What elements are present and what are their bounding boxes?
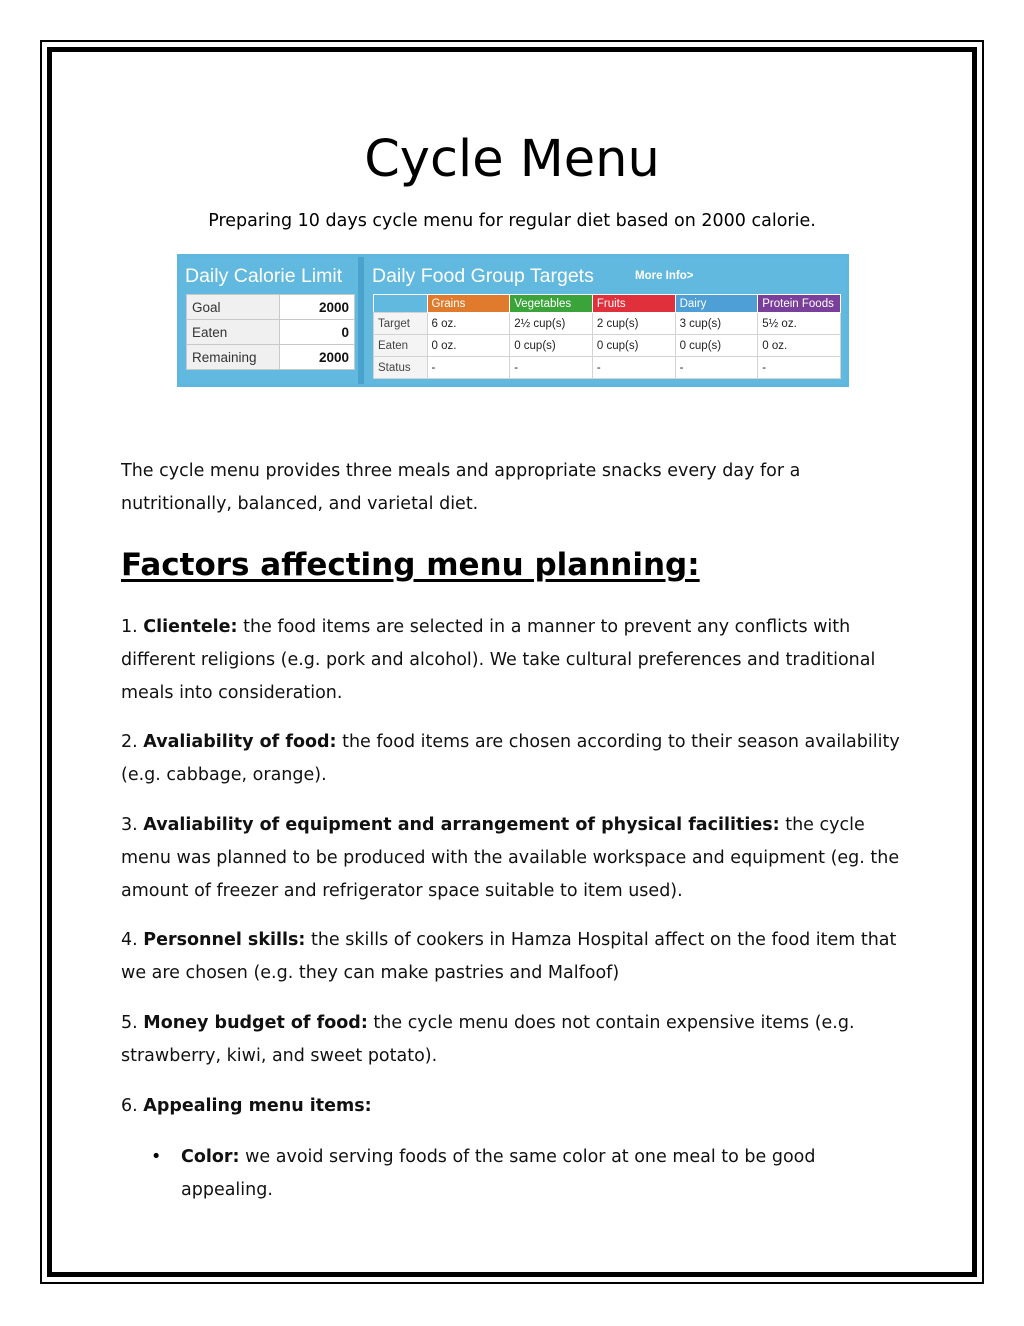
- calorie-panel-title: Daily Calorie Limit: [185, 265, 343, 287]
- calorie-row-label: Eaten: [187, 320, 280, 345]
- table-cell: -: [758, 357, 841, 379]
- food-group-header-row: [374, 295, 841, 313]
- bullet-term: Color:: [181, 1147, 240, 1167]
- group-header-grains: Grains: [427, 295, 510, 313]
- factor-item: [121, 1090, 911, 1123]
- group-header-dairy: Dairy: [675, 295, 758, 313]
- row-label: Status: [374, 357, 428, 379]
- more-info-link[interactable]: More Info>: [635, 270, 694, 282]
- table-cell: -: [675, 357, 758, 379]
- panel-divider: [358, 257, 364, 384]
- factor-number: 5.: [121, 1013, 138, 1033]
- factor-text: the skills of cookers in Hamza Hospital affect on the food item that we are chosen (e.g. they can make pastries and Malfoof): [121, 930, 897, 983]
- factor-number: 1.: [121, 617, 138, 637]
- factor-number: 4.: [121, 930, 138, 950]
- factor-term: Appealing menu items:: [143, 1096, 372, 1116]
- table-cell: 2 cup(s): [592, 313, 675, 335]
- factor-number: 3.: [121, 815, 138, 835]
- calorie-row: [187, 295, 355, 320]
- food-group-panel-title: Daily Food Group Targets: [372, 265, 594, 287]
- intro-paragraph: The cycle menu provides three meals and appropriate snacks every day for a nutritionally, balanced, and varietal diet.: [121, 461, 801, 514]
- table-cell: -: [427, 357, 510, 379]
- calorie-row-value: 2000: [280, 295, 355, 320]
- factor-text: the food items are chosen according to their season availability (e.g. cabbage, orange).: [121, 732, 900, 785]
- table-cell: -: [592, 357, 675, 379]
- factor-term: Avaliability of equipment and arrangement of physical facilities:: [143, 815, 780, 835]
- group-header-fruits: Fruits: [592, 295, 675, 313]
- bullet-icon: •: [151, 1147, 162, 1167]
- factor-term: Personnel skills:: [143, 930, 306, 950]
- page-title: Cycle Menu: [364, 130, 660, 189]
- factor-number: 6.: [121, 1096, 138, 1116]
- factor-term: Avaliability of food:: [143, 732, 337, 752]
- food-group-row: [374, 313, 841, 335]
- calorie-row-label: Remaining: [187, 345, 280, 370]
- table-cell: 3 cup(s): [675, 313, 758, 335]
- factor-item: [121, 809, 911, 908]
- food-group-row: [374, 335, 841, 357]
- calorie-row-label: Goal: [187, 295, 280, 320]
- factor-number: 2.: [121, 732, 138, 752]
- table-cell: 0 cup(s): [675, 335, 758, 357]
- calorie-row-value: 0: [280, 320, 355, 345]
- factor-term: Money budget of food:: [143, 1013, 368, 1033]
- food-group-row: [374, 357, 841, 379]
- table-cell: 6 oz.: [427, 313, 510, 335]
- table-cell: 2½ cup(s): [510, 313, 593, 335]
- row-label: Target: [374, 313, 428, 335]
- page-subtitle: Preparing 10 days cycle menu for regular diet based on 2000 calorie.: [208, 211, 816, 231]
- table-cell: 0 cup(s): [510, 335, 593, 357]
- factor-item: [121, 1007, 911, 1073]
- calorie-row-value: 2000: [280, 345, 355, 370]
- factor-item: [121, 726, 911, 792]
- table-cell: 0 oz.: [758, 335, 841, 357]
- calorie-row: [187, 345, 355, 370]
- factor-item: [121, 924, 911, 990]
- table-cell: -: [510, 357, 593, 379]
- factor-text: the food items are selected in a manner to prevent any conflicts with different religions (e.g. pork and alcohol). We take cultural preferences and traditional meals into consideration.: [121, 617, 876, 703]
- row-label: Eaten: [374, 335, 428, 357]
- bullet-item: [181, 1141, 901, 1207]
- bullet-text: we avoid serving foods of the same color at one meal to be good appealing.: [181, 1147, 816, 1200]
- food-tracker-image: [177, 254, 849, 387]
- section-heading: Factors affecting menu planning:: [121, 547, 700, 583]
- food-group-table: [373, 294, 841, 379]
- factor-text: the cycle menu does not contain expensive items (e.g. strawberry, kiwi, and sweet potato).: [121, 1013, 855, 1066]
- factor-term: Clientele:: [143, 617, 238, 637]
- factor-text: the cycle menu was planned to be produced with the available workspace and equipment (eg. the amount of freezer and refrigerator space suitable to item used).: [121, 815, 900, 901]
- group-header-vegetables: Vegetables: [510, 295, 593, 313]
- table-cell: 5½ oz.: [758, 313, 841, 335]
- group-header-protein: Protein Foods: [758, 295, 841, 313]
- header-blank-cell: [374, 295, 428, 313]
- table-cell: 0 cup(s): [592, 335, 675, 357]
- food-group-panel: [367, 257, 846, 384]
- factor-item: [121, 611, 911, 710]
- calorie-row: [187, 320, 355, 345]
- table-cell: 0 oz.: [427, 335, 510, 357]
- calorie-table: [186, 294, 355, 370]
